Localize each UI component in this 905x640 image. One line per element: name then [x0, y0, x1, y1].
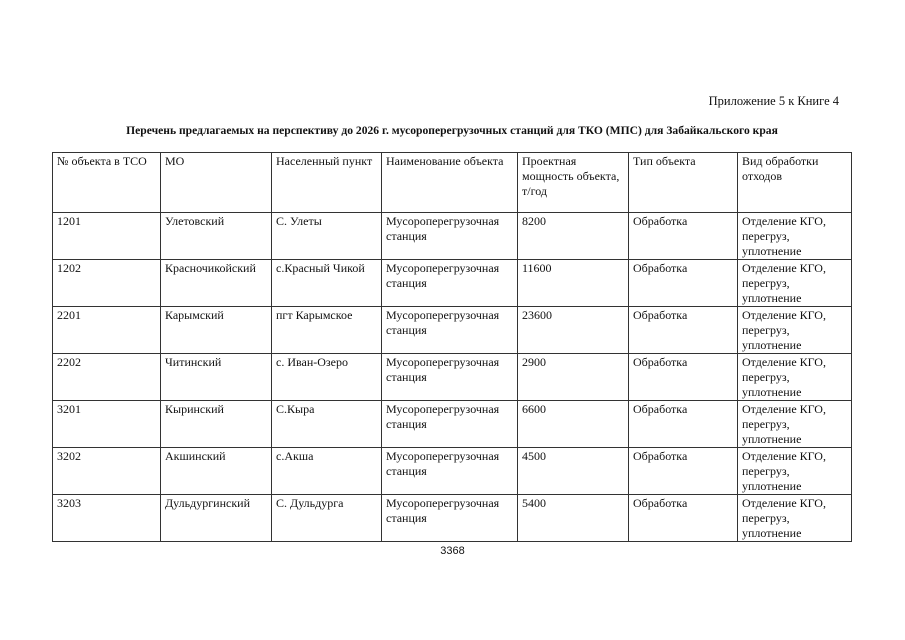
object-name-cell: Мусороперегрузочная станция [382, 307, 518, 354]
settlement-cell: С.Кыра [272, 401, 382, 448]
settlement-cell: пгт Карымское [272, 307, 382, 354]
capacity-cell: 5400 [518, 495, 629, 542]
object-number-cell: 3202 [53, 448, 161, 495]
column-header: Проектная мощность объекта, т/год [518, 153, 629, 213]
processing-type-cell: Отделение КГО, перегруз, уплотнение [738, 307, 852, 354]
document-title: Перечень предлагаемых на перспективу до 2026 г. мусороперегрузочных станций для ТКО (МПС) для Забайкальского края [126, 124, 778, 137]
table-row [53, 260, 852, 307]
column-header: Тип объекта [629, 153, 738, 213]
column-header: Вид обработки отходов [738, 153, 852, 213]
object-type-cell: Обработка [629, 307, 738, 354]
table-row [53, 401, 852, 448]
object-number-cell: 2201 [53, 307, 161, 354]
object-type-cell: Обработка [629, 401, 738, 448]
settlement-cell: с.Акша [272, 448, 382, 495]
column-header: Наименование объекта [382, 153, 518, 213]
municipality-cell: Карымский [161, 307, 272, 354]
capacity-cell: 23600 [518, 307, 629, 354]
table-row [53, 307, 852, 354]
capacity-cell: 4500 [518, 448, 629, 495]
settlement-cell: С. Дульдурга [272, 495, 382, 542]
object-type-cell: Обработка [629, 448, 738, 495]
processing-type-cell: Отделение КГО, перегруз, уплотнение [738, 260, 852, 307]
table-row [53, 495, 852, 542]
processing-type-cell: Отделение КГО, перегруз, уплотнение [738, 354, 852, 401]
column-header: МО [161, 153, 272, 213]
object-name-cell: Мусороперегрузочная станция [382, 448, 518, 495]
object-name-cell: Мусороперегрузочная станция [382, 495, 518, 542]
processing-type-cell: Отделение КГО, перегруз, уплотнение [738, 213, 852, 260]
object-name-cell: Мусороперегрузочная станция [382, 260, 518, 307]
object-type-cell: Обработка [629, 213, 738, 260]
object-number-cell: 3203 [53, 495, 161, 542]
table-row [53, 354, 852, 401]
municipality-cell: Красночикойский [161, 260, 272, 307]
settlement-cell: с.Красный Чикой [272, 260, 382, 307]
table-row [53, 448, 852, 495]
table-header-row [53, 153, 852, 213]
object-number-cell: 2202 [53, 354, 161, 401]
table-row [53, 213, 852, 260]
stations-table [52, 152, 852, 542]
processing-type-cell: Отделение КГО, перегруз, уплотнение [738, 448, 852, 495]
appendix-label: Приложение 5 к Книге 4 [708, 94, 839, 108]
municipality-cell: Акшинский [161, 448, 272, 495]
object-name-cell: Мусороперегрузочная станция [382, 354, 518, 401]
municipality-cell: Кыринский [161, 401, 272, 448]
processing-type-cell: Отделение КГО, перегруз, уплотнение [738, 495, 852, 542]
page-number: 3368 [440, 545, 465, 557]
municipality-cell: Улетовский [161, 213, 272, 260]
municipality-cell: Читинский [161, 354, 272, 401]
capacity-cell: 2900 [518, 354, 629, 401]
municipality-cell: Дульдургинский [161, 495, 272, 542]
settlement-cell: С. Улеты [272, 213, 382, 260]
object-number-cell: 3201 [53, 401, 161, 448]
object-type-cell: Обработка [629, 260, 738, 307]
settlement-cell: с. Иван-Озеро [272, 354, 382, 401]
column-header: № объекта в ТСО [53, 153, 161, 213]
object-type-cell: Обработка [629, 354, 738, 401]
column-header: Населенный пункт [272, 153, 382, 213]
object-number-cell: 1202 [53, 260, 161, 307]
object-number-cell: 1201 [53, 213, 161, 260]
processing-type-cell: Отделение КГО, перегруз, уплотнение [738, 401, 852, 448]
capacity-cell: 6600 [518, 401, 629, 448]
capacity-cell: 8200 [518, 213, 629, 260]
object-name-cell: Мусороперегрузочная станция [382, 213, 518, 260]
capacity-cell: 11600 [518, 260, 629, 307]
object-type-cell: Обработка [629, 495, 738, 542]
object-name-cell: Мусороперегрузочная станция [382, 401, 518, 448]
